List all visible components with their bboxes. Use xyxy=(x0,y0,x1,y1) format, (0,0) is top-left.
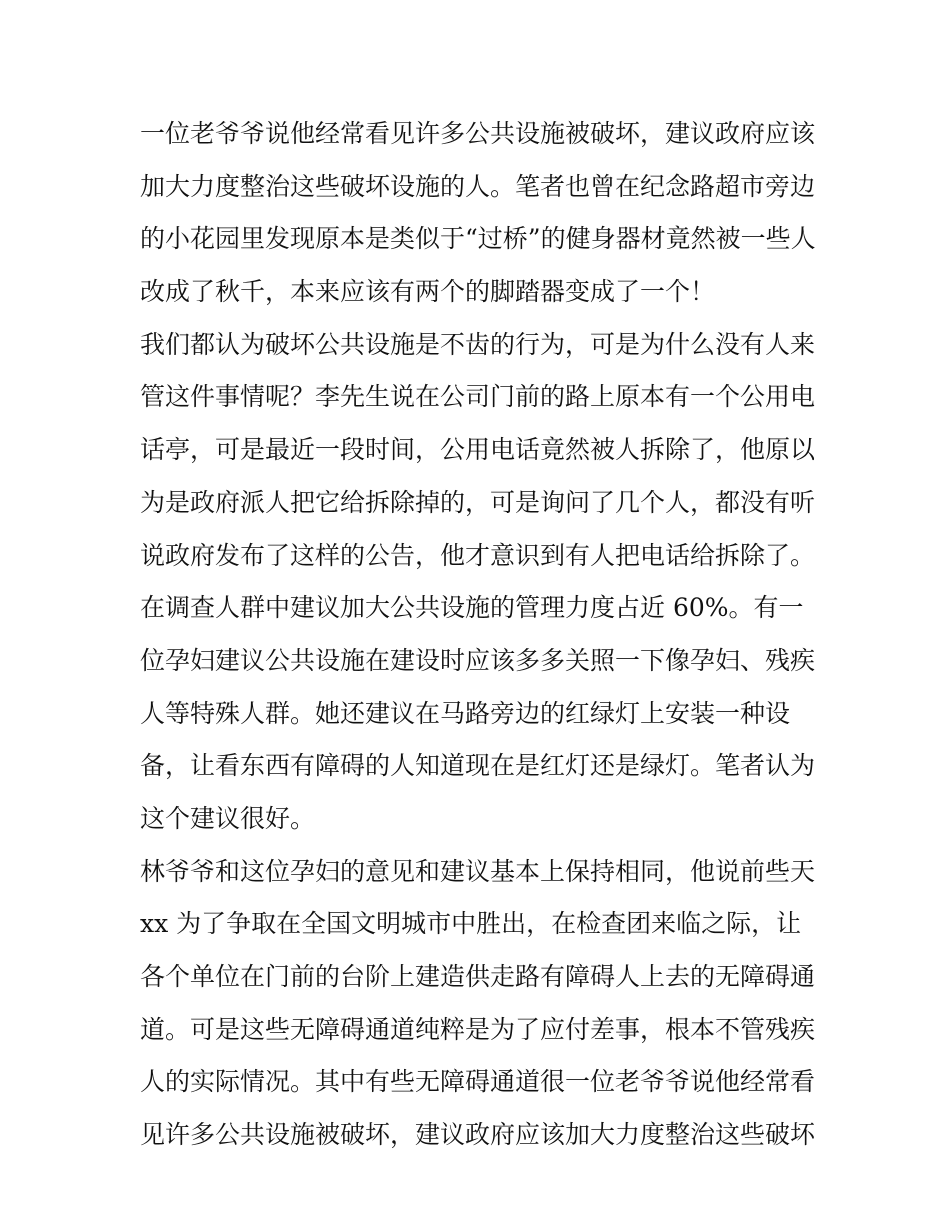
text-line: 改成了秋千，本来应该有两个的脚踏器变成了一个！ xyxy=(140,277,716,307)
text-line: 这个建议很好。 xyxy=(140,803,316,833)
text-line: 的小花园里发现原本是类似于“过桥”的健身器材竟然被一些人 xyxy=(140,224,816,254)
text-line: 人的实际情况。其中有些无障碍通道很一位老爷爷说他经常看 xyxy=(140,1067,816,1097)
text-line: 管这件事情呢？李先生说在公司门前的路上原本有一个公用电 xyxy=(140,382,816,412)
document-body xyxy=(140,108,820,1162)
text-line: 话亭，可是最近一段时间，公用电话竟然被人拆除了，他原以 xyxy=(140,435,816,465)
text-line: 备，让看东西有障碍的人知道现在是红灯还是绿灯。笔者认为 xyxy=(140,751,816,781)
text-line: 说政府发布了这样的公告，他才意识到有人把电话给拆除了。 xyxy=(140,540,816,570)
text-line: 在调查人群中建议加大公共设施的管理力度占近 60%。有一 xyxy=(140,593,804,623)
text-line: 林爷爷和这位孕妇的意见和建议基本上保持相同，他说前些天 xyxy=(140,856,816,886)
text-line: 见许多公共设施被破坏，建议政府应该加大力度整治这些破坏 xyxy=(140,1120,816,1150)
text-line: 人等特殊人群。她还建议在马路旁边的红绿灯上安装一种设 xyxy=(140,698,791,728)
text-line: xx 为了争取在全国文明城市中胜出，在检查团来临之际，让 xyxy=(140,909,802,939)
text-line: 一位老爷爷说他经常看见许多公共设施被破坏，建议政府应该 xyxy=(140,119,816,148)
text-line: 道。可是这些无障碍通道纯粹是为了应付差事，根本不管残疾 xyxy=(140,1014,816,1044)
text-line: 我们都认为破坏公共设施是不齿的行为，可是为什么没有人来 xyxy=(140,329,816,359)
text-line: 位孕妇建议公共设施在建设时应该多多关照一下像孕妇、残疾 xyxy=(140,645,816,675)
text-line: 各个单位在门前的台阶上建造供走路有障碍人上去的无障碍通 xyxy=(140,962,816,991)
text-line: 为是政府派人把它给拆除掉的，可是询问了几个人，都没有听 xyxy=(140,487,816,517)
text-line: 加大力度整治这些破坏设施的人。笔者也曾在纪念路超市旁边 xyxy=(140,171,816,201)
